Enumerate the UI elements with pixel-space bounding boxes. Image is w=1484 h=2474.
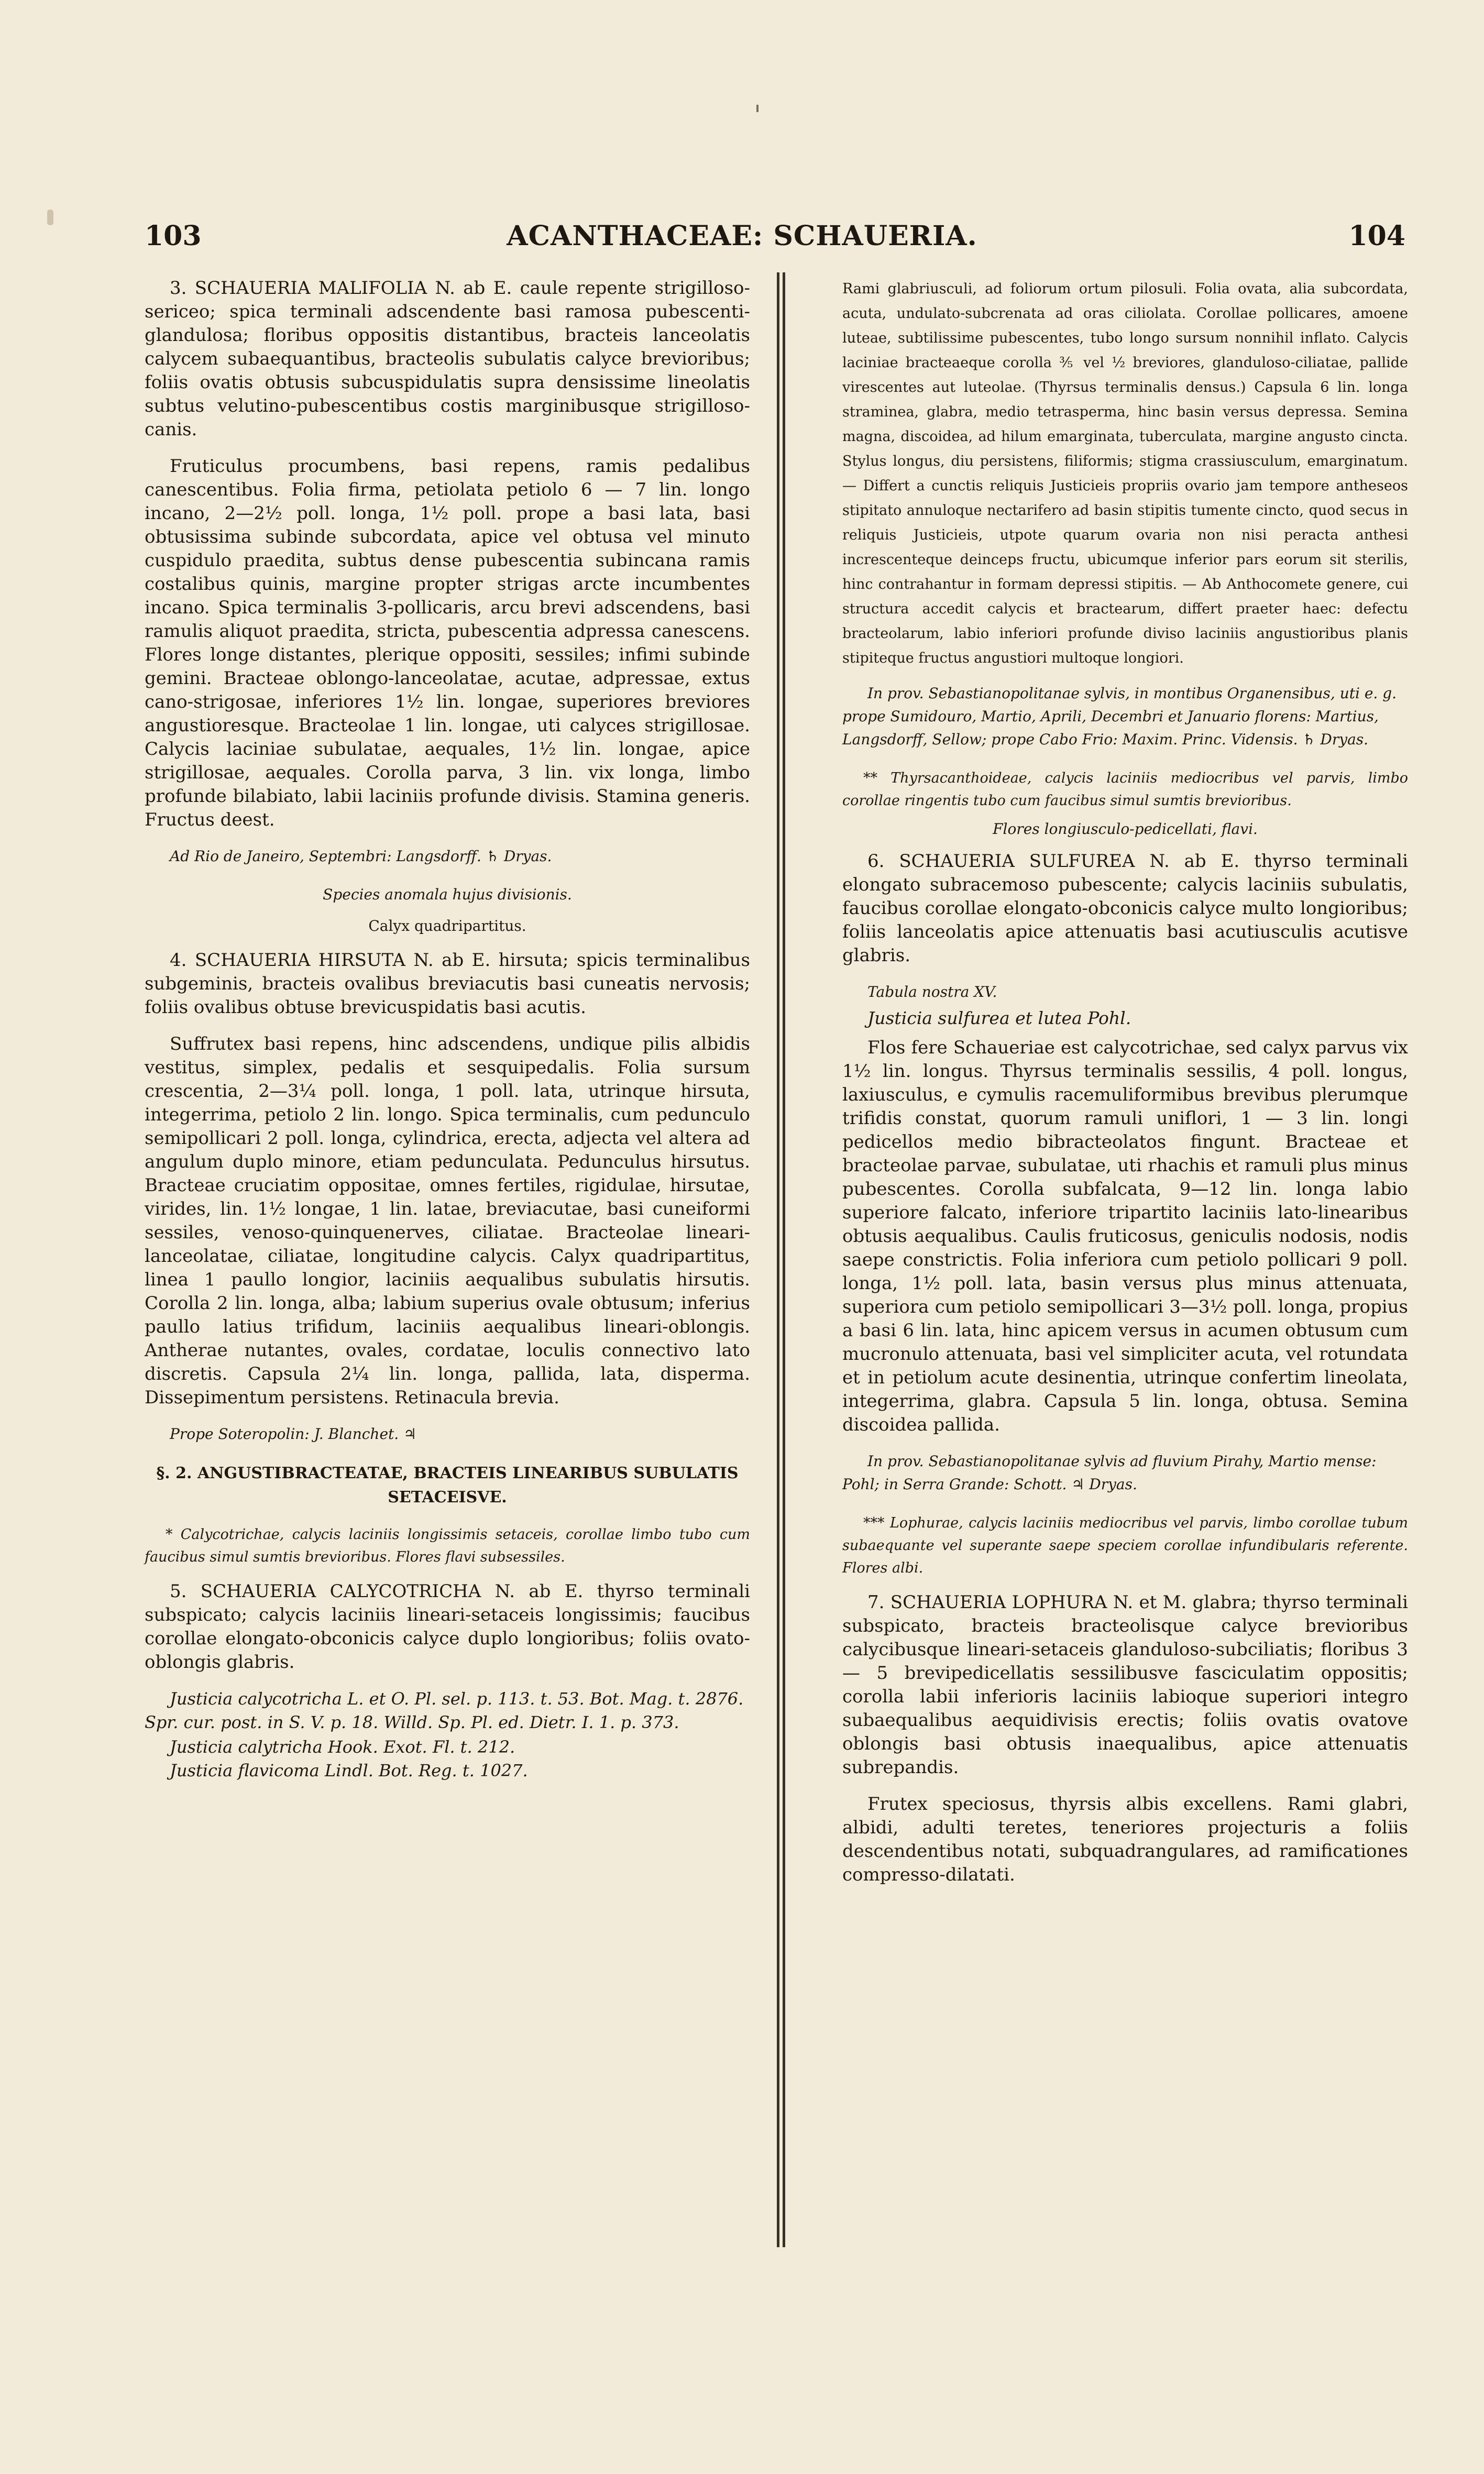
- group-subheading: Flores longiusculo-pedicellati, flavi.: [993, 820, 1258, 838]
- group-heading-calycotrichae: * Calycotrichae, calycis laciniis longissimis setaceis, corollae limbo tubo cum faucibus simul sumtis brevioribus. Flores flavi subsessiles.: [145, 1526, 750, 1565]
- section-heading: §. 2. ANGUSTIBRACTEATAE, BRACTEIS LINEARIBUS SUBULATIS SETACEISVE.: [156, 1464, 739, 1507]
- species-5-description: Rami glabriusculi, ad foliorum ortum pilosuli. Folia ovata, alia subcordata, acuta, undulato-subcrenata ad oras ciliolata. Corollae pollicares, amoene luteae, subtilissime pubescentes, tubo longo sursum nonnihil inflato. Calycis laciniae bracteaeque corolla ⅗ vel ½ breviores, glanduloso-ciliatae, pallide virescentes aut luteolae. (Thyrsus terminalis densus.) Capsula 6 lin. longa straminea, glabra, medio tetrasperma, hinc basin versus depressa. Semina magna, discoidea, ad hilum emarginata, tuberculata, margine angusto cincta. Stylus longus, diu persistens, filiformis; stigma crassiusculum, emarginatum. — Differt a cunctis reliquis Justicieis propriis ovario jam tempore antheseos stipitato annuloque nectarifero ad basin stipitis tumente cincto, quod secus in reliquis Justicieis, utpote quarum ovaria non nisi peracta anthesi increscenteque deinceps fructu, ubicumque inferior pars eorum sit sterilis, hinc contrahantur in formam depressi stipitis. — Ab Anthocomete genere, cui structura accedit calycis et bractearum, differt praeter haec: defectu bracteolarum, labio inferiori profunde diviso laciniis angustioribus planis stipiteque fructus angustiori multoque longiori.: [842, 281, 1408, 666]
- species-3-description: Fruticulus procumbens, basi repens, ramis pedalibus canescentibus. Folia firma, petiolata petiolo 6 — 7 lin. longo incano, 2—2½ poll. longa, 1½ poll. prope a basi lata, basi obtusissima subinde subcordata, apice vel obtusa vel minuto cuspidulo praedita, subtus dense pubescentia subincana ramis costalibus quinis, margine propter strigas arcte incumbentes incano. Spica terminalis 3-pollicaris, arcu brevi adscendens, basi ramulis aliquot praedita, stricta, pubescentia adpressa canescens. Flores longe distantes, plerique oppositi, sessiles; infimi subinde gemini. Bracteae oblongo-lanceolatae, acutae, adpressae, extus cano-strigosae, inferiores 1½ lin. longae, superiores breviores angustioresque. Bracteolae 1 lin. longae, uti calyces strigillosae. Calycis laciniae subulatae, aequales, 1½ lin. longae, apice strigillosae, aequales. Corolla parva, 3 lin. vix longa, limbo profunde bilabiato, labii laciniis profunde divisis. Stamina generis. Fructus deest.: [145, 456, 750, 830]
- column-rule: [783, 272, 785, 2247]
- species-4-diagnosis: 4. SCHAUERIA HIRSUTA N. ab E. hirsuta; spicis terminalibus subgeminis, bracteis ovalibus breviacutis basi cuneatis nervosis; foliis ovalibus obtuse brevicuspidatis basi acutis.: [145, 950, 750, 1018]
- species-3-locality: Ad Rio de Janeiro, Septembri: Langsdorff. ♄ Dryas.: [170, 848, 552, 865]
- division-heading: Species anomala hujus divisionis.: [323, 886, 572, 903]
- synonym: Justicia calycotricha L. et O. Pl. sel. p. 113. t. 53. Bot. Mag. t. 2876. Spr. cur. post. in S. V. p. 18. Willd. Sp. Pl. ed. Dietr. I. 1. p. 373.: [145, 1689, 744, 1732]
- synonym: Justicia sulfurea et lutea Pohl.: [867, 1008, 1131, 1028]
- division-subheading: Calyx quadripartitus.: [368, 917, 526, 934]
- running-header: ACANTHACEAE: SCHAUERIA.: [507, 220, 977, 252]
- species-6-diagnosis: 6. SCHAUERIA SULFUREA N. ab E. thyrso terminali elongato subracemoso pubescente; calycis laciniis subulatis, faucibus corollae elongato-obconicis calyce multo longioribus; foliis lanceolatis apice attenuatis basi acutiusculis acutisve glabris.: [842, 851, 1408, 966]
- species-4-locality: Prope Soteropolin: J. Blanchet. ♃: [170, 1425, 417, 1443]
- page-number-left: 103: [145, 220, 202, 252]
- plate-reference: Tabula nostra XV.: [867, 983, 997, 1000]
- species-7-description: Frutex speciosus, thyrsis albis excellens. Rami glabri, albidi, adulti teretes, teneriores projecturis a foliis descendentibus notati, subquadrangulares, ad ramificationes compresso-dilatati.: [842, 1794, 1408, 1885]
- species-6-description: Flos fere Schaueriae est calycotrichae, sed calyx parvus vix 1½ lin. longus. Thyrsus terminalis sessilis, 4 poll. longus, laxiusculus, e cymulis racemuliformibus brevibus plerumque trifidis constat, quorum ramuli uniflori, 1 — 3 lin. longi pedicellos medio bibracteolatos fingunt. Bracteae et bracteolae parvae, subulatae, uti rhachis et ramuli plus minus pubescentes. Corolla subfalcata, 9—12 lin. longa labio superiore falcato, inferiore tripartito laciniis lato-linearibus obtusis aequalibus. Caulis fruticosus, geniculis nodosis, nodis saepe constrictis. Folia inferiora cum petiolo pollicari 9 poll. longa, 1½ poll. lata, basin versus plus minus attenuata, superiora cum petiolo semipollicari 3—3½ poll. longa, propius a basi 6 lin. lata, hinc apicem versus in acumen obtusum cum mucronulo attenuata, basi vel simpliciter acuta, vel rotundata et in petiolum acute desinentia, utrinque confertim lineolata, integerrima, glabra. Capsula 5 lin. longa, obtusa. Semina discoidea pallida.: [842, 1037, 1408, 1435]
- synonym: Justicia calytricha Hook. Exot. Fl. t. 212.: [170, 1737, 515, 1757]
- species-6-locality: In prov. Sebastianopolitanae sylvis ad fluvium Pirahy, Martio mense: Pohl; in Serra Grande: Schott. ♃ Dryas.: [842, 1453, 1377, 1493]
- synonym: Justicia flavicoma Lindl. Bot. Reg. t. 1027.: [170, 1761, 528, 1780]
- group-heading-lophurae: *** Lophurae, calycis laciniis mediocribus vel parvis, limbo corollae tubum subaequante vel superante saepe speciem corollae infundibularis referente. Flores albi.: [842, 1515, 1408, 1576]
- page-number-right: 104: [1348, 220, 1405, 252]
- print-mark: [756, 105, 759, 112]
- species-5-locality: In prov. Sebastianopolitanae sylvis, in montibus Organensibus, uti e. g. prope Sumidouro, Martio, Aprili, Decembri et Januario florens: Martius, Langsdorff, Sellow; prope Cabo Frio: Maxim. Princ. Vidensis. ♄ Dryas.: [842, 685, 1397, 748]
- right-column: [842, 277, 1408, 1900]
- left-column: [145, 277, 750, 1783]
- species-7-diagnosis: 7. SCHAUERIA LOPHURA N. et M. glabra; thyrso terminali subspicato, bracteis bracteolisque calyce brevioribus calycibusque lineari-setaceis glanduloso-subciliatis; floribus 3 — 5 brevipedicellatis sessilibusve fasciculatim oppositis; corolla labii inferioris laciniis labioque superiori integro subaequalibus aequidivisis erectis; foliis ovatis ovatove oblongis basi obtusis inaequalibus, apice attenuatis subrepandis.: [842, 1592, 1408, 1778]
- column-rule: [777, 272, 779, 2247]
- species-5-diagnosis: 5. SCHAUERIA CALYCOTRICHA N. ab E. thyrso terminali subspicato; calycis laciniis lineari-setaceis longissimis; faucibus corollae elongato-obconicis calyce duplo longioribus; foliis ovato-oblongis glabris.: [145, 1581, 750, 1673]
- species-3-diagnosis: 3. SCHAUERIA MALIFOLIA N. ab E. caule repente strigilloso-sericeo; spica terminali adscendente basi ramosa pubescenti-glandulosa; floribus oppositis distantibus, bracteis lanceolatis calycem subaequantibus, bracteolis subulatis calyce brevioribus; foliis ovatis obtusis subcuspidulatis supra densissime lineolatis subtus velutino-pubescentibus costis marginibusque strigilloso-canis.: [145, 278, 750, 440]
- group-heading-thyrsacanthoideae: ** Thyrsacanthoideae, calycis laciniis mediocribus vel parvis, limbo corollae ringentis tubo cum faucibus simul sumtis brevioribus.: [842, 770, 1408, 809]
- species-4-description: Suffrutex basi repens, hinc adscendens, undique pilis albidis vestitus, simplex, pedalis et sesquipedalis. Folia sursum crescentia, 2—3¼ poll. longa, 1 poll. lata, utrinque hirsuta, integerrima, petiolo 2 lin. longo. Spica terminalis, cum pedunculo semipollicari 2 poll. longa, cylindrica, erecta, adjecta vel altera ad angulum duplo minore, etiam pedunculata. Pedunculus hirsutus. Bracteae cruciatim oppositae, omnes fertiles, rigidulae, hirsutae, virides, lin. 1½ longae, 1 lin. latae, breviacutae, basi cuneiformi sessiles, venoso-quinquenerves, ciliatae. Bracteolae lineari-lanceolatae, ciliatae, longitudine calycis. Calyx quadripartitus, linea 1 paullo longior, laciniis aequalibus subulatis hirsutis. Corolla 2 lin. longa, alba; labium superius ovale obtusum; inferius paullo latius trifidum, laciniis aequalibus lineari-oblongis. Antherae nutantes, ovales, cordatae, loculis connectivo lato discretis. Capsula 2¼ lin. longa, pallida, lata, dispermа. Dissepimentum persistens. Retinacula brevia.: [145, 1033, 750, 1408]
